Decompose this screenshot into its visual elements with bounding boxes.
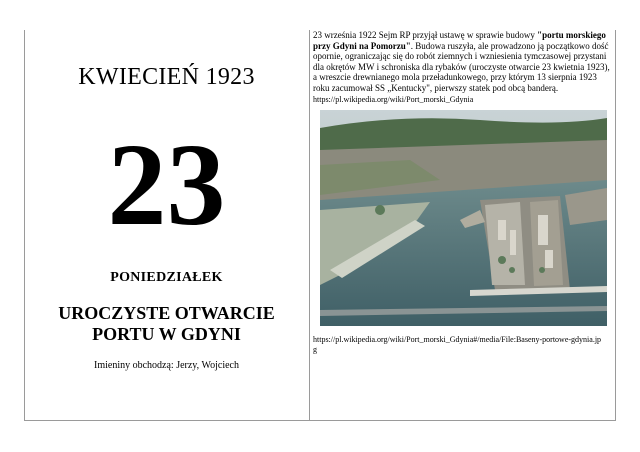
event-title [24,303,309,345]
article-bold-phrase: "portu morskiego przy Gdyni na Pomorzu" [313,30,606,51]
page-divider [309,30,310,421]
weekday-label: PONIEDZIAŁEK [110,270,223,285]
calendar-day-page [24,30,309,421]
article-page [313,30,611,105]
event-title-line-2: PORTU W GDYNI [92,324,241,344]
article-source-link[interactable]: https://pl.wikipedia.org/wiki/Port_morski_Gdynia [313,94,474,104]
month-year-heading: KWIECIEŃ 1923 [78,64,255,90]
event-title-line-1: UROCZYSTE OTWARCIE [58,303,275,323]
article-text-rest: . Budowa ruszyła, ale prowadzono ją początkowo dość opornie, ograniczając się do robót ziemnych i wzniesienia tymczasowej przystani dla okrętów MW i schroniska dla rybaków (uroczyste otwarcie 23 kwietnia 1923), a wreszcie drewnianego mola przeładunkowego, przy którym 13 sierpnia 1923 roku zacumował SS „Kentucky", pierwszy statek pod obcą banderą. [313,40,610,93]
article-text [313,30,611,105]
name-days: Imieniny obchodzą: Jerzy, Wojciech [94,360,239,371]
day-number: 23 [107,119,226,250]
article-text-lead: 23 września 1922 Sejm RP przyjął ustawę w sprawie budowy [313,30,538,40]
aerial-port-photo-icon [320,110,607,326]
photo-caption-link[interactable]: https://pl.wikipedia.org/wiki/Port_morski_Gdynia#/media/File:Baseny-portowe-gdynia.jpg [313,335,602,354]
